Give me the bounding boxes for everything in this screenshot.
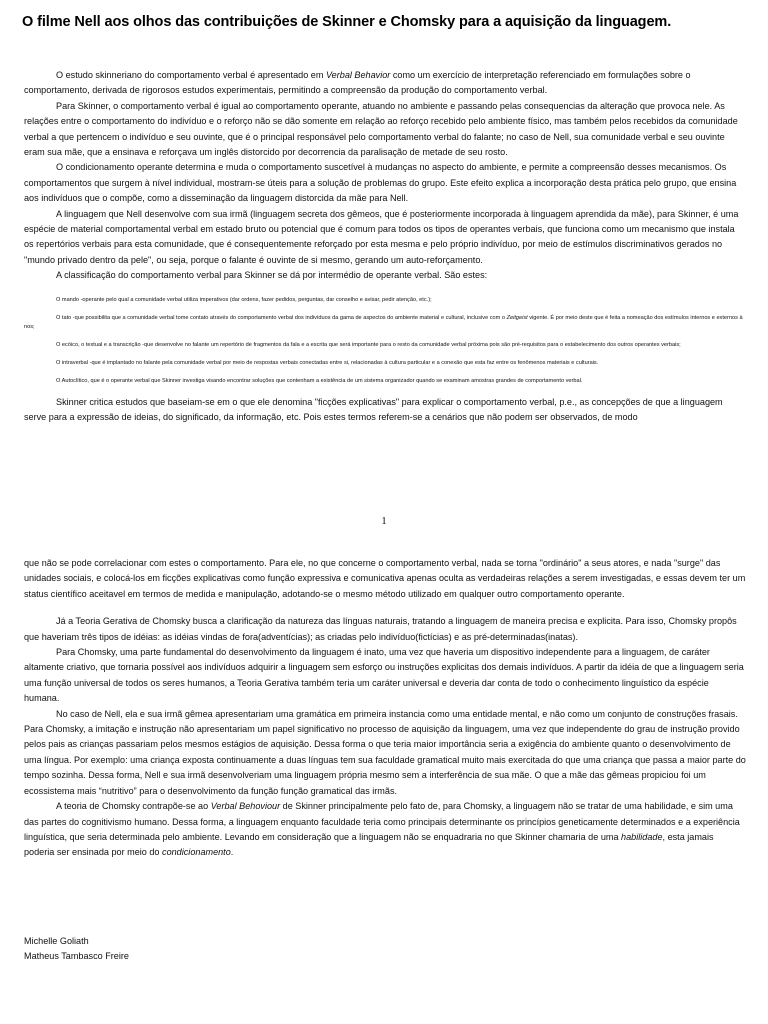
paragraph: Skinner critica estudos que baseiam-se em o que ele denomina "ficções explicativas" para explicar o comportamento verbal, p.e., as concepções de que a linguagem serve para a expressão de ideias, do significado, da informação, etc. Pois estes termos referem-se a cenários que não podem ser observados, de modo — [24, 396, 723, 423]
author-name: Michelle Goliath — [24, 936, 89, 946]
paragraph: Já a Teoria Gerativa de Chomsky busca a clarificação da natureza das línguas naturais, tratando a linguagem de maneira precisa e explicita. Para isso, Chomsky propôs que haveriam três tipos de idéias: as idéias vindas de fora(adventícias); as criadas pelo indivíduo(fictícias) e as pré-determinadas(inatas). — [24, 616, 737, 642]
list-item: O ecóico, o textual e a transcrição -que desenvolve no falante um repertório de fragmentos da fala e a escrita que será importante para o resto da comunidade verbal próxima pois são pré-requisitos para o estabelecimento dos outros operantes verbais; — [56, 341, 681, 348]
document-title: O filme Nell aos olhos das contribuições de Skinner e Chomsky para a aquisição da linguagem. — [22, 14, 672, 30]
paragraph: A linguagem que Nell desenvolve com sua irmã (linguagem secreta dos gêmeos, que é posteriormente incorporada à linguagem aprendida da mãe), para Skinner, é uma espécie de material comportamental verbal em estado bruto ou potencial que é comum para todos os tipos de operantes verbais, que funciona como um mecanismo que instala os repertórios verbais para esta comunidade, que é consequentemente reforçado por esta mesma e pelo próprio indivíduo, por meio de estímulos discriminativos gerados no "mundo privado dentro da pele", ou seja, porque o falante é ouvinte de si mesmo, gerando um auto-reforçamento. — [24, 208, 739, 265]
paragraph: Para Chomsky, uma parte fundamental do desenvolvimento da linguagem é inato, uma vez que haveria um dispositivo independente para a linguagem, de caráter altamente criativo, que tornaria possível aos indivíduos adquirir a linguagem sem esforço ou instruções explicitas dos demais indivíduos. A partir da idéia de que a linguagem seria uma função universal de todos os seres humanos, a Teoria Gerativa também teria um caráter universal e deveria dar conta de todo o conhecimento linguístico da espécie humana. — [24, 647, 744, 704]
paragraph: Para Skinner, o comportamento verbal é igual ao comportamento operante, atuando no ambiente e passando pelas consequencias da alteração que provoca nele. As relações entre o comportamento do indivíduo e o reforço não se dão somente em relação ao reforço recebido pelo ambiente físico, mas também pelos recebidos da comunidade verbal a que pertencem o indivíduo e seu ouvinte, que é o principal responsável pelo comportamento verbal do falante; no caso de Nell, sua comunidade verbal e seu ouvinte eram sua mãe, que a ensinava e reforçava um inglês distorcido por decorrencia da paralisação de metade de seu rosto. — [24, 100, 738, 158]
list-item: O mando -operante pelo qual a comunidade verbal utiliza imperativos (dar ordens, fazer pedidos, perguntas, dar conselho e avisar, pedir atenção, etc.); — [56, 296, 432, 303]
list-item: O tato -que possibilita que a comunidade verbal tome contato através do comportamento verbal dos indivíduos da gama de aspectos do ambiente material e cultural, inclusive com o Zeitgeist vigente. É por meio deste que é feita a nomeação dos estímulos internos e externos à nos; — [24, 314, 743, 330]
paragraph: que não se pode correlacionar com estes o comportamento. Para ele, no que concerne o comportamento verbal, nada se torna "ordinário" a seus atores, e nada "surge" das unidades sociais, e colocá-los em ficções explicativas como função expressiva e comunicativa apenas oculta as verdadeiras relações a serem investigadas, e essas devem ter um status científico aceitavel em termos de medida e manipulação, adotando-se o mesmo método utilizado em qualquer outro comportamento operante. — [24, 558, 746, 599]
paragraph: No caso de Nell, ela e sua irmã gêmea apresentariam uma gramática em primeira instancia como uma entidade mental, e não como um conjunto de construções frasais. Para Chomsky, a imitação e instrução não apresentariam um papel significativo no processo de aquisição da linguagem, uma vez que independente do grau de instrução provido pelos pais as crianças passariam pelos mesmos estágios de aquisição. Dessa forma o que teria maior importância seria a exigência do ambiente quanto o desenvolvimento de uma língua. Por exemplo: uma criança exposta continuamente a duas línguas tem sua faculdade gramatical muito mais exercitada do que uma criança que passa a maior parte do tempo sozinha. Dessa forma, Nell e sua irmã desenvolveriam uma linguagem própria mesmo sem a interferência de sua mãe. O que a mãe das gêmeas propiciou foi um ecossistema mais “nutritivo” para o desenvolvimento da função função gramatical das irmãs. — [24, 708, 746, 796]
emphasis: Verbal Behavior — [325, 70, 391, 80]
list-item: O intraverbal -que é implantado no falante pela comunidade verbal por meio de respostas verbais conectadas entre si, relacionadas à cultura particular e a conexão que esta faz entre os fenômenos materiais e culturais. — [56, 359, 599, 366]
author-name: Matheus Tambasco Freire — [24, 951, 129, 962]
section-page-1 — [24, 68, 746, 426]
paragraph: O estudo skinneriano do comportamento verbal é apresentado em Verbal Behavior como um exercício de interpretação referenciado em formulações sobre o comportamento, derivada de rigorosos estudos experimentais, permitindo a compreensão da produção do comportamento verbal. — [24, 70, 691, 96]
page-number: 1 — [381, 516, 387, 527]
paragraph: A teoria de Chomsky contrapõe-se ao Verbal Behoviour de Skinner principalmente pelo fato de, para Chomsky, a linguagem não se tratar de uma habilidade, e sim uma das partes do cognitivismo humano. Dessa forma, a linguagem enquanto faculdade teria como principais determinante os princípios geneticamente determinados e a experiência linguística, que seria determinada pelo ambiente. Levando em consideração que a linguagem não se enquadraria no que Skinner chamaria de uma habilidade, esta jamais poderia ser ensinada por meio do condicionamento. — [24, 801, 740, 858]
paragraph: O condicionamento operante determina e muda o comportamento suscetível à mudanças no aspecto do ambiente, e permite a compreensão desses mecanismos. Os comportamentos que surgem à nível individual, mostram-se úteis para a solução de problemas do grupo. Este efeito explica a incorporação desta prática pelo grupo, que ensina aos indivíduos que o compõe, como a disseminação da linguagem distorcida da mãe para Nell. — [24, 162, 737, 204]
list-item: O Autoclítico, que é o operante verbal que Skinner investiga visando encontrar soluções que contenham a existência de um sistema organizador quando se examinam amostras grandes de comportamento verbal. — [56, 377, 583, 384]
paragraph: A classificação do comportamento verbal para Skinner se dá por intermédio de operante verbal. São estes: — [56, 270, 488, 281]
authors — [24, 934, 129, 965]
section-page-2 — [24, 556, 746, 861]
